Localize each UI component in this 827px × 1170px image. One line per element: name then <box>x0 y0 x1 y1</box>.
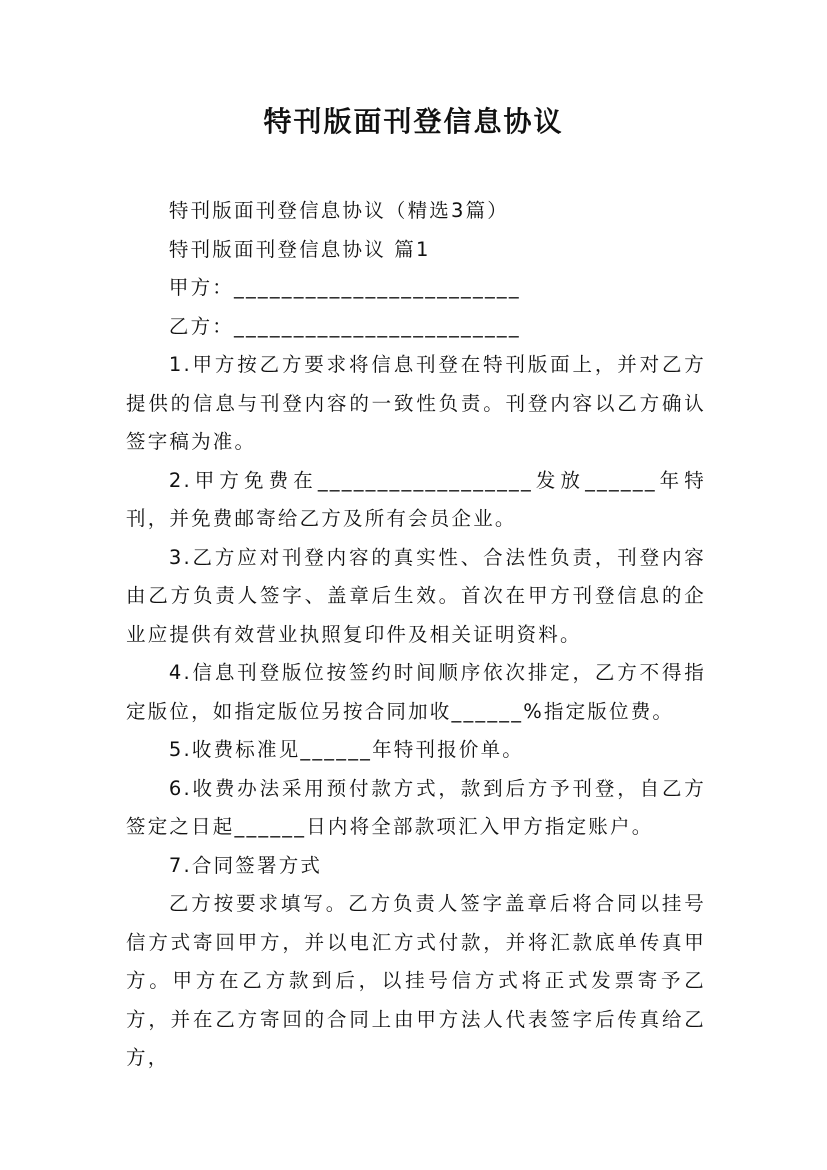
clause-7-heading: 7.合同签署方式 <box>168 853 323 877</box>
document-body <box>126 192 706 1078</box>
party-a-line: 甲方：________________________ <box>168 276 521 299</box>
clause-2: 2.甲方免费在__________________发放______年特刊，并免费邮寄给乙方及所有会员企业。 <box>126 468 706 530</box>
clause-7-body: 乙方按要求填写。乙方负责人签字盖章后将合同以挂号信方式寄回甲方，并以电汇方式付款，并将汇款底单传真甲方。甲方在乙方款到后，以挂号信方式将正式发票寄予乙方，并在乙方寄回的合同上由甲方法人代表签字后传真给乙方， <box>126 892 706 1069</box>
clause-5: 5.收费标准见______年特刊报价单。 <box>168 738 524 761</box>
party-b-line: 乙方：________________________ <box>168 314 521 338</box>
clause-6: 6.收费办法采用预付款方式，款到后方予刊登，自乙方签定之日起______日内将全部款项汇入甲方指定账户。 <box>126 776 706 838</box>
clause-3: 3.乙方应对刊登内容的真实性、合法性负责，刊登内容由乙方负责人签字、盖章后生效。首次在甲方刊登信息的企业应提供有效营业执照复印件及相关证明资料。 <box>126 545 706 646</box>
clause-1: 1.甲方按乙方要求将信息刊登在特刊版面上，并对乙方提供的信息与刊登内容的一致性负责。刊登内容以乙方确认签字稿为准。 <box>126 353 706 453</box>
section-heading: 特刊版面刊登信息协议 篇1 <box>168 237 431 261</box>
document-title: 特刊版面刊登信息协议 <box>263 105 564 138</box>
clause-4: 4.信息刊登版位按签约时间顺序依次排定，乙方不得指定版位，如指定版位另按合同加收______%指定版位费。 <box>126 661 706 723</box>
subtitle-paragraph: 特刊版面刊登信息协议（精选3篇） <box>168 199 509 222</box>
